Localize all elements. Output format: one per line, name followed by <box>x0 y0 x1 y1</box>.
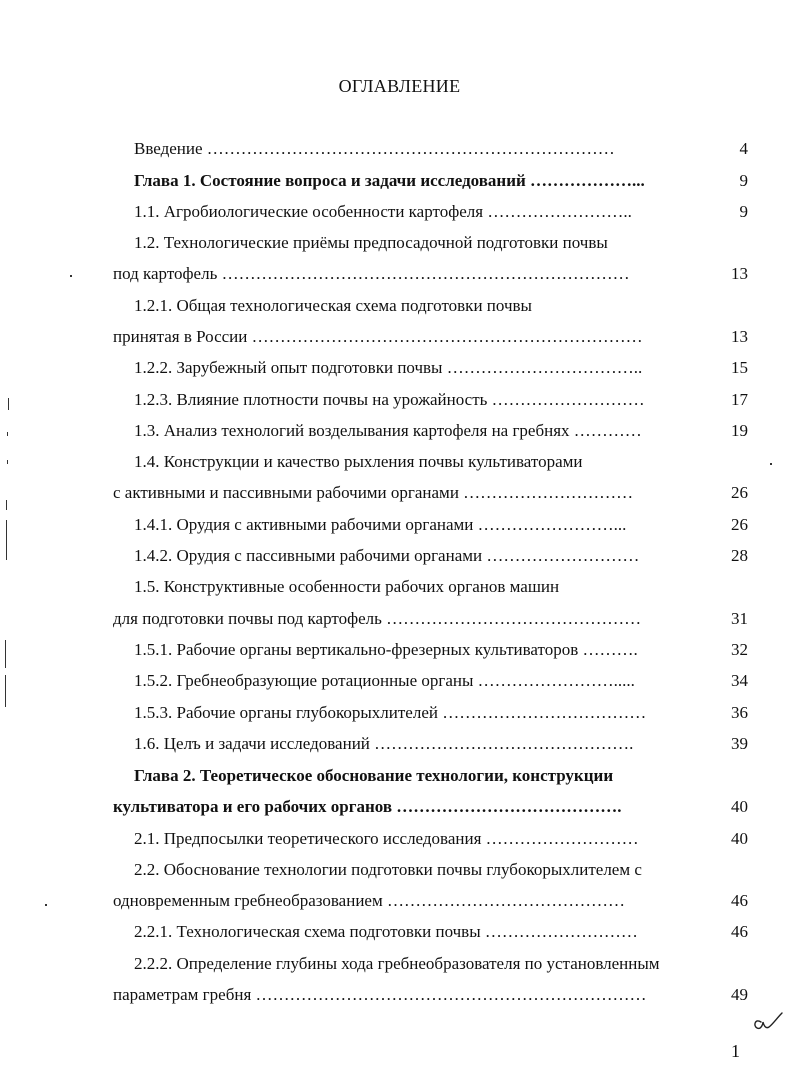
toc-entry-text: 1.1. Агробиологические особенности картофеля …………………….. <box>134 202 632 221</box>
toc-entry-page: 13 <box>731 264 748 283</box>
toc-entry-text: принятая в России …………………………………………………………… <box>113 327 643 346</box>
toc-entry-text: 1.6. Целъ и задачи исследований ………………………………………. <box>134 734 634 753</box>
toc-entry-page: 17 <box>731 390 748 409</box>
toc-entry-page: 46 <box>731 922 748 941</box>
toc-entry-text: с активными и пассивными рабочими органами ………………………… <box>113 483 634 502</box>
scan-artifact <box>5 640 6 668</box>
toc-entry-text: 2.2.2. Определение глубины хода гребнеобразователя по установленным <box>134 954 660 973</box>
toc-entry-page: 13 <box>731 327 748 346</box>
toc-entry-text: 1.5.1. Рабочие органы вертикально-фрезерных культиваторов ………. <box>134 640 638 659</box>
scan-artifact <box>6 520 7 560</box>
toc-entry-page: 9 <box>739 202 748 221</box>
toc-entry-text: 1.4.1. Орудия с активными рабочими органами ……………………... <box>134 515 627 534</box>
toc-entry-page: 32 <box>731 640 748 659</box>
toc-entry-text: 1.4.2. Орудия с пассивными рабочими органами ……………………… <box>134 546 640 565</box>
scan-artifact <box>770 463 772 465</box>
handwritten-signature-mark <box>751 1010 787 1036</box>
toc-entry-page: 28 <box>731 546 748 565</box>
document-title: ОГЛАВЛЕНИЕ <box>338 76 461 96</box>
toc-chapter-heading: культиватора и его рабочих органов …………………………………. <box>113 797 622 816</box>
scan-artifact <box>70 275 72 277</box>
toc-entry-page: 46 <box>731 891 748 910</box>
toc-entry-page: 34 <box>731 671 748 690</box>
toc-entry-text: 1.2. Технологические приёмы предпосадочной подготовки почвы <box>134 233 608 252</box>
toc-entry-text: 1.5.3. Рабочие органы глубокорыхлителей ……………………………… <box>134 703 647 722</box>
toc-entry-page: 31 <box>731 609 748 628</box>
toc-entry-page: 26 <box>731 483 748 502</box>
toc-entry-text: под картофель ……………………………………………………………… <box>113 264 630 283</box>
scan-artifact <box>7 432 8 436</box>
toc-entry-text: 1.2.3. Влияние плотности почвы на урожайность ……………………… <box>134 390 645 409</box>
toc-entry-text: 1.5. Конструктивные особенности рабочих органов машин <box>134 577 560 596</box>
scan-artifact <box>5 675 6 707</box>
toc-entry-text: 2.2. Обоснование технологии подготовки почвы глубокорыхлителем с <box>134 860 642 879</box>
toc-entry-page: 49 <box>731 985 748 1004</box>
toc-entry-page: 40 <box>731 797 748 816</box>
toc-entry-page: 9 <box>739 171 748 190</box>
toc-entry-text: 2.2.1. Технологическая схема подготовки почвы ……………………… <box>134 922 638 941</box>
toc-entry-page: 15 <box>731 358 748 377</box>
toc-entry-page: 19 <box>731 421 748 440</box>
toc-entry-text: 1.2.2. Зарубежный опыт подготовки почвы …………………………….. <box>134 358 643 377</box>
toc-entry-text: одновременным гребнеобразованием …………………………………… <box>113 891 625 910</box>
toc-entry-text: 2.1. Предпосылки теоретического исследования ……………………… <box>134 829 639 848</box>
scan-artifact <box>45 904 47 906</box>
toc-entry-text: Введение ……………………………………………………………… <box>134 139 615 158</box>
scan-artifact <box>8 398 9 410</box>
toc-entry-page: 40 <box>731 829 748 848</box>
toc-entry-page: 4 <box>739 139 748 158</box>
toc-chapter-heading: Глава 1. Состояние вопроса и задачи исследований ………………... <box>134 171 645 190</box>
toc-entry-text: 1.2.1. Общая технологическая схема подготовки почвы <box>134 296 532 315</box>
toc-entry-text: 1.4. Конструкции и качество рыхления почвы культиваторами <box>134 452 583 471</box>
toc-chapter-heading: Глава 2. Теоретическое обоснование технологии, конструкции <box>134 766 614 785</box>
toc-entry-page: 36 <box>731 703 748 722</box>
toc-entry-text: 1.5.2. Гребнеобразующие ротационные органы ……………………..... <box>134 671 635 690</box>
scan-artifact <box>6 500 7 510</box>
toc-entry-page: 26 <box>731 515 748 534</box>
toc-entry-text: для подготовки почвы под картофель ……………………………………… <box>113 609 642 628</box>
page-number: 1 <box>731 1041 740 1061</box>
scan-artifact <box>7 460 8 464</box>
toc-entry-page: 39 <box>731 734 748 753</box>
toc-entry-text: 1.3. Анализ технологий возделывания картофеля на гребнях ………… <box>134 421 642 440</box>
toc-entry-text: параметрам гребня …………………………………………………………… <box>113 985 647 1004</box>
